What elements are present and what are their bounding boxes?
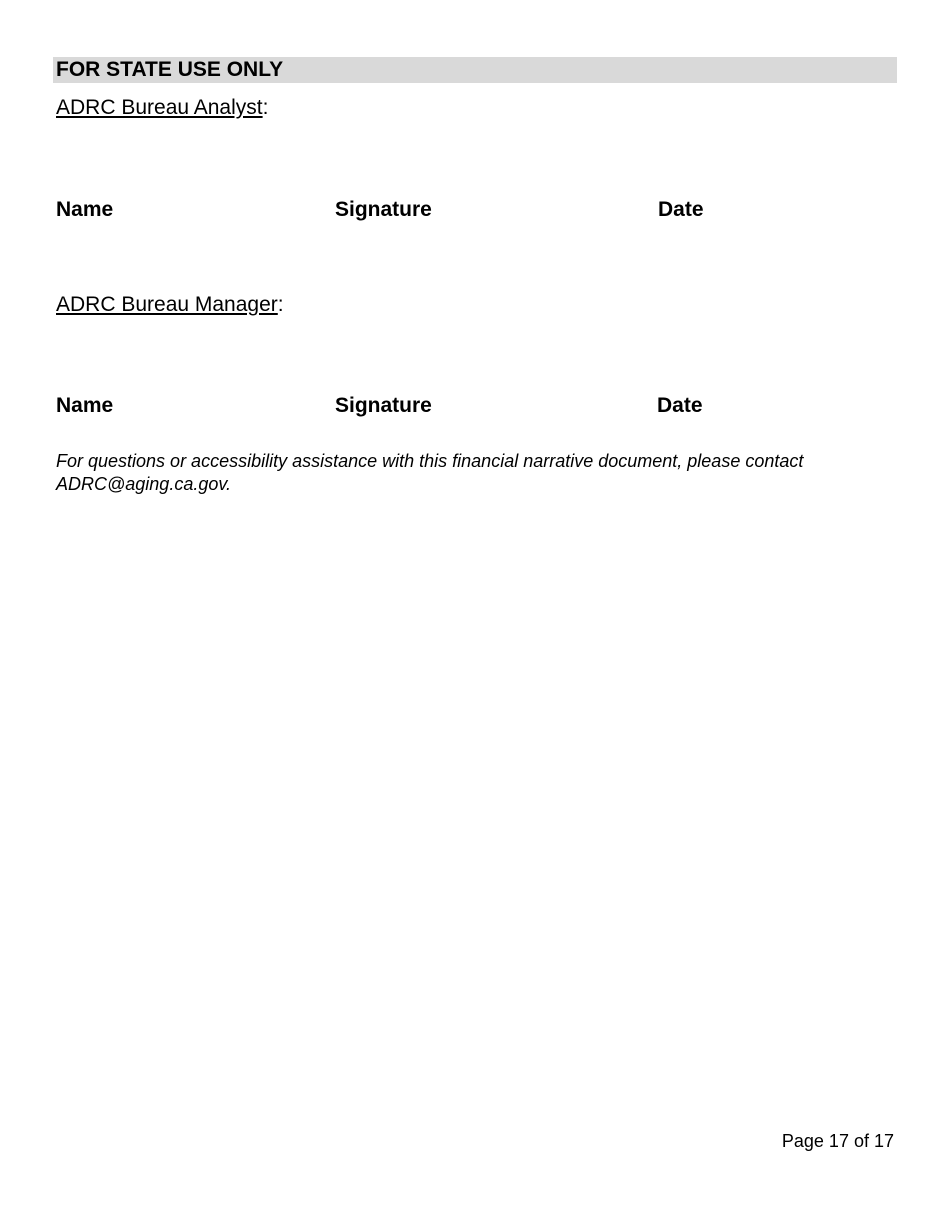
- manager-signature-label: Signature: [335, 394, 432, 417]
- manager-label-colon: :: [277, 293, 284, 316]
- analyst-signature-row: [0, 197, 950, 223]
- contact-note-line1: For questions or accessibility assistance with this financial narrative document, please contact: [56, 451, 804, 471]
- state-use-header: [53, 57, 897, 83]
- contact-note: [56, 450, 856, 496]
- analyst-name-label: Name: [56, 198, 114, 221]
- contact-email: ADRC@aging.ca.gov.: [56, 474, 232, 494]
- analyst-signature-label: Signature: [335, 198, 432, 221]
- manager-date-label: Date: [657, 394, 703, 417]
- manager-label-text: ADRC Bureau Manager: [56, 293, 278, 316]
- page-number: Page 17 of 17: [781, 1131, 894, 1151]
- manager-section-label: [56, 292, 284, 318]
- analyst-label-text: ADRC Bureau Analyst: [56, 96, 263, 119]
- analyst-label-colon: :: [262, 96, 269, 119]
- analyst-section-label: [56, 95, 268, 121]
- manager-name-label: Name: [56, 394, 114, 417]
- state-use-title: FOR STATE USE ONLY: [56, 58, 284, 81]
- analyst-date-label: Date: [658, 198, 704, 221]
- manager-signature-row: [0, 393, 950, 419]
